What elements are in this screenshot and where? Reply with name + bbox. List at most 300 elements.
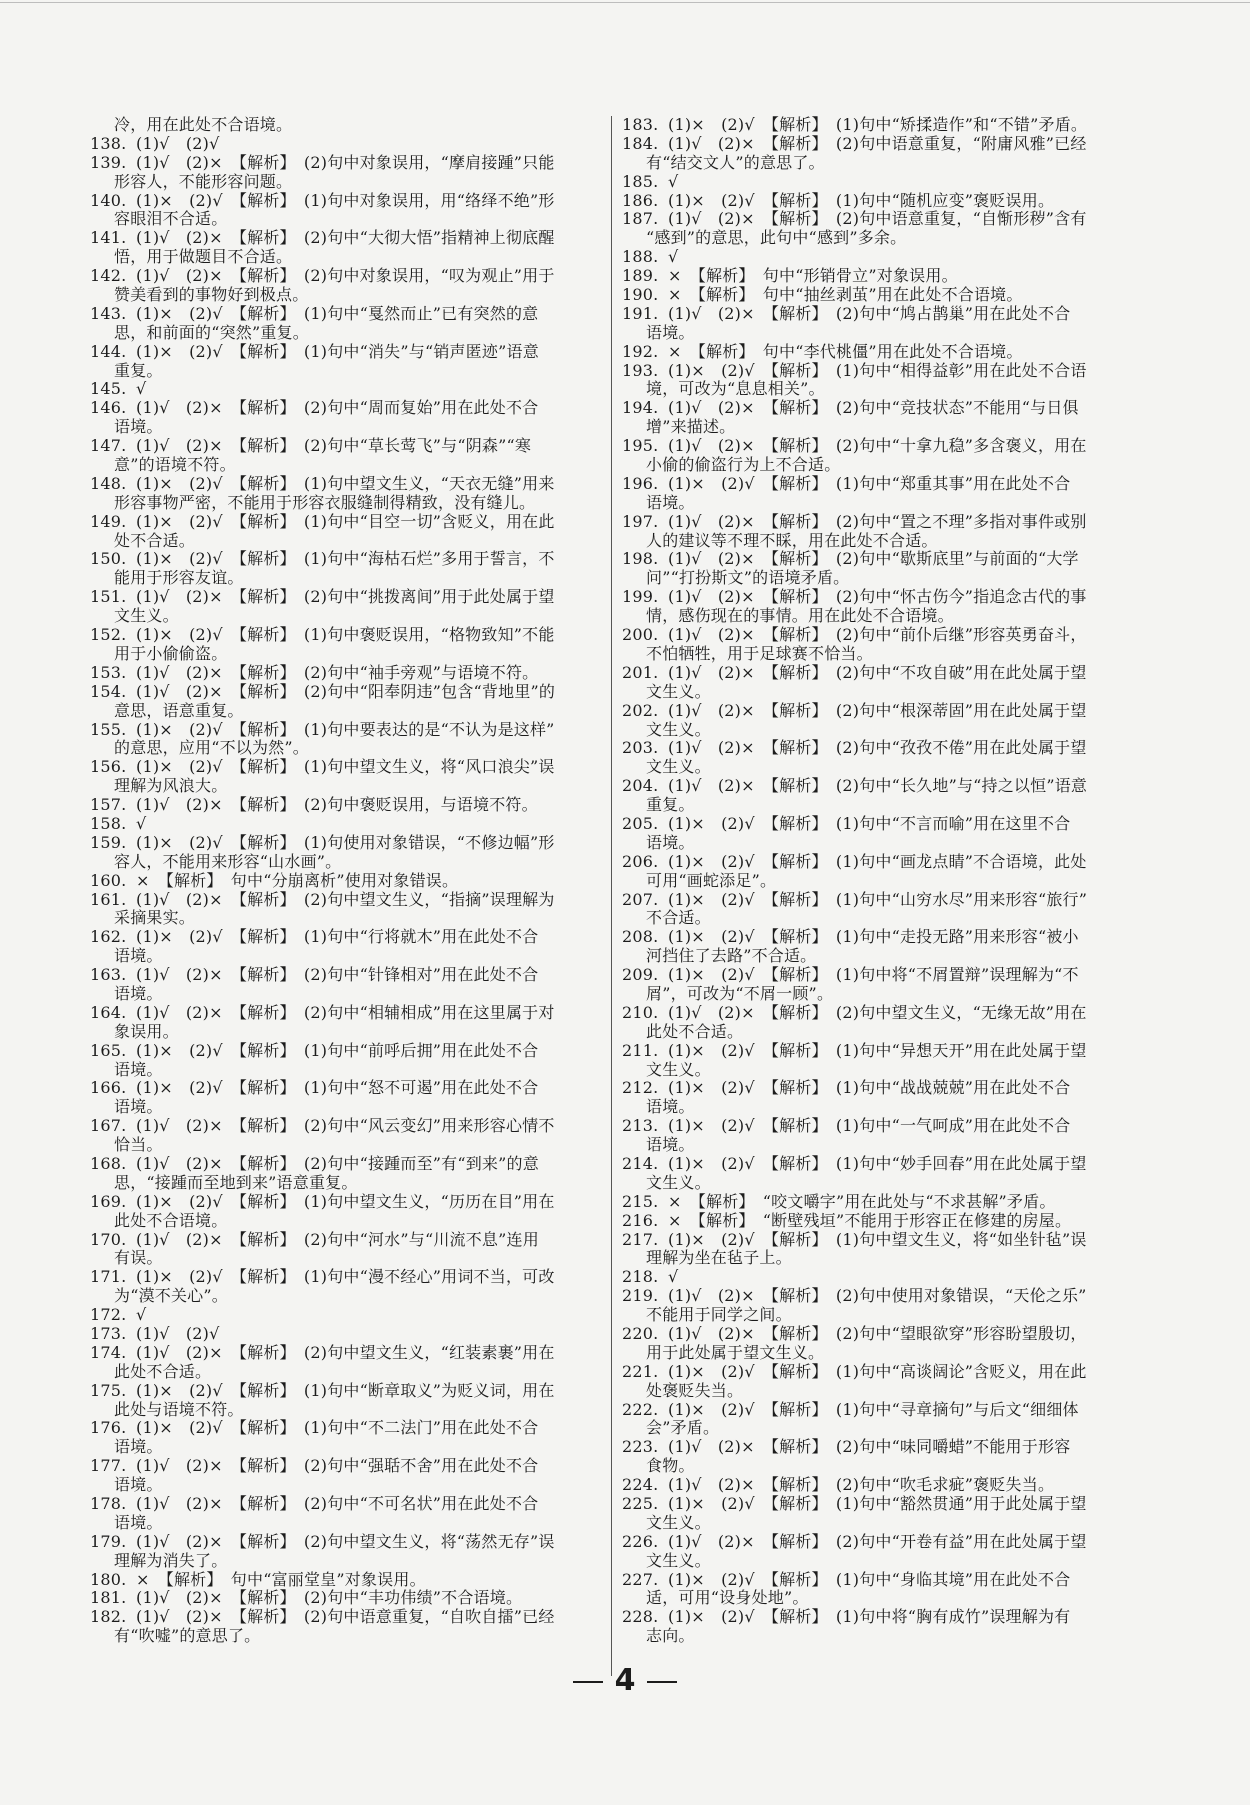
answer-item [90,229,615,248]
answer-text: (1)√ (2)× 【解析】 (2)句中望文生义，“无缘无故”用在 [668,1003,1087,1022]
answer-continuation [622,909,1147,928]
answer-number: 171. [90,1268,127,1287]
answer-text: 此处与语境不符。 [114,1400,244,1419]
answer-continuation [90,1287,615,1306]
answer-text: 适，可用“设身处地”。 [646,1589,809,1608]
answer-continuation [622,569,1147,588]
answer-item [90,267,615,286]
answer-text: (1)√ (2)× 【解析】 (2)句中“大彻大悟”指精神上彻底醒 [136,229,555,248]
answer-text: (1)× (2)√ 【解析】 (1)句中“不言而喻”用在这里不合 [668,814,1071,833]
answer-continuation [90,645,615,664]
answer-text: 志向。 [646,1627,695,1646]
answer-text: 语境。 [646,1136,695,1155]
answer-text: 食物。 [646,1457,695,1476]
answer-text: (1)√ (2)× 【解析】 (2)句中“望眼欲穿”形容盼望殷切， [668,1325,1087,1343]
answer-text: 理解为消失了。 [114,1551,228,1570]
answer-text: (1)√ (2)× 【解析】 (2)句中语意重复，“自吹自擂”已经 [136,1608,555,1627]
answer-continuation [90,1136,615,1155]
answer-text: × 【解析】 “咬文嚼字”用在此处与“不求甚解”矛盾。 [668,1192,1056,1211]
answer-item [90,815,615,834]
answer-number: 162. [90,928,127,947]
answer-text: (1)× (2)√ 【解析】 (1)句中“豁然贯通”用于此处属于望 [668,1495,1087,1514]
answer-number: 220. [622,1325,659,1343]
answer-text: (1)√ (2)× 【解析】 (2)句中望文生义，“指摘”误理解为 [136,890,555,909]
answer-continuation [90,909,615,928]
answer-text: 文生义。 [646,682,711,701]
answer-number: 138. [90,134,127,153]
answer-item [90,1079,615,1098]
answer-item [622,664,1147,683]
answer-continuation [90,494,615,513]
answer-continuation [622,532,1147,551]
answer-continuation [90,1627,615,1646]
answer-number: 224. [622,1476,659,1495]
answer-text: (1)× (2)√ 【解析】 (1)句中要表达的是“不认为是这样” [136,720,555,739]
answer-text: √ [668,1268,679,1287]
answer-text: (1)× (2)√ 【解析】 (1)句中“山穷水尽”用来形容“旅行” [668,890,1088,909]
answer-number: 199. [622,588,659,607]
answer-number: 192. [622,342,659,361]
answer-number: 156. [90,758,127,777]
answer-item [622,362,1147,381]
answer-item [90,135,615,154]
answer-text: 冷，用在此处不合语境。 [114,116,293,134]
answer-text: (1)× (2)√ 【解析】 (1)句中“战战兢兢”用在此处不合 [668,1079,1071,1098]
answer-item [622,210,1147,229]
answer-number: 182. [90,1608,127,1627]
answer-text: (1)√ (2)× 【解析】 (2)句中“相辅相成”用在这里属于对 [136,1003,555,1022]
answer-number: 213. [622,1117,659,1136]
answer-number: 147. [90,437,127,456]
answer-item [90,1155,615,1174]
answer-number: 200. [622,626,659,645]
answer-item [622,853,1147,872]
answer-continuation [90,853,615,872]
answer-continuation [90,324,615,343]
answer-number: 184. [622,134,659,153]
answer-text: 语境。 [114,1060,163,1079]
answer-number: 215. [622,1192,659,1211]
answer-text: 有“吹嘘”的意思了。 [114,1627,261,1646]
answer-item [622,116,1147,135]
answer-continuation [622,985,1147,1004]
answer-text: (1)√ (2)× 【解析】 (2)句中望文生义，“红装素裹”用在 [136,1343,555,1362]
answer-continuation [90,739,615,758]
answer-number: 140. [90,191,127,210]
answer-continuation [90,947,615,966]
answer-text: × 【解析】 “断壁残垣”不能用于形容正在修建的房屋。 [668,1211,1072,1230]
answer-number: 193. [622,361,659,380]
answer-text: (1)× (2)√ 【解析】 (1)句中“断章取义”为贬义词，用在 [136,1381,555,1400]
answer-text: × 【解析】 句中“抽丝剥茧”用在此处不合语境。 [668,286,1023,305]
answer-item [622,1212,1147,1231]
answer-text: (1)√ (2)× 【解析】 (2)句中语意重复，“自惭形秽”含有 [668,210,1087,229]
answer-number: 163. [90,966,127,985]
answer-text: (1)√ (2)× 【解析】 (2)句中“阳奉阴违”包含“背地里”的 [136,682,556,701]
answer-number: 142. [90,267,127,286]
answer-text: (1)× (2)√ 【解析】 (1)句中对象误用，用“络绎不绝”形 [136,191,555,210]
answer-item [90,966,615,985]
answer-number: 225. [622,1495,659,1514]
answer-number: 178. [90,1495,127,1514]
answer-item [622,475,1147,494]
answer-number: 188. [622,248,659,267]
answer-text: (1)√ (2)× 【解析】 (2)句中褒贬误用，与语境不符。 [136,796,538,815]
answer-text: 赞美看到的事物好到极点。 [114,286,309,305]
answer-number: 222. [622,1400,659,1419]
answer-number: 223. [622,1438,659,1457]
answer-number: 219. [622,1287,659,1306]
answer-number: 149. [90,512,127,531]
answer-column-left [90,116,615,1646]
answer-item [622,891,1147,910]
page-number-text: 4 [614,1663,636,1698]
answer-item [622,305,1147,324]
answer-item [622,928,1147,947]
answer-item [90,1042,615,1061]
answer-text: 不怕牺牲，用于足球赛不恰当。 [646,644,873,663]
answer-item [90,437,615,456]
answer-text: (1)√ (2)× 【解析】 (2)句中“味同嚼蜡”不能用于形容 [668,1438,1071,1457]
answer-number: 153. [90,663,127,682]
answer-continuation [90,1061,615,1080]
answer-text: (1)√ (2)√ [136,1325,220,1343]
answer-item [622,1571,1147,1590]
answer-number: 175. [90,1381,127,1400]
answer-item [622,1117,1147,1136]
answer-text: 语境。 [646,493,695,512]
answer-number: 228. [622,1608,659,1627]
answer-item [90,154,615,173]
answer-text: 象误用。 [114,1022,179,1041]
answer-continuation [622,947,1147,966]
answer-text: (1)√ (2)× 【解析】 (2)句中“丰功伟绩”不合语境。 [136,1589,523,1608]
answer-text: (1)√ (2)× 【解析】 (2)句中“置之不理”多指对事件或别 [668,512,1087,531]
answer-text: 悟，用于做题目不合适。 [114,248,293,267]
answer-item [622,437,1147,456]
answer-text: (1)√ (2)× 【解析】 (2)句中“周而复始”用在此处不合 [136,399,539,418]
answer-continuation [622,1627,1147,1646]
answer-number: 194. [622,399,659,418]
answer-number: 197. [622,512,659,531]
answer-continuation [90,777,615,796]
answer-item [622,777,1147,796]
answer-text: 河挡住了去路”不合适。 [646,947,817,966]
answer-item [622,1004,1147,1023]
answer-number: 221. [622,1362,659,1381]
answer-continuation [90,985,615,1004]
answer-text: 理解为坐在毡子上。 [646,1249,792,1268]
answer-item [90,872,615,891]
answer-number: 185. [622,172,659,191]
answer-text: (1)× (2)√ 【解析】 (1)句中“相得益彰”用在此处不合语 [668,361,1087,380]
answer-text: (1)√ (2)× 【解析】 (2)句中“鸠占鹊巢”用在此处不合 [668,304,1071,323]
answer-text: (1)× (2)√ 【解析】 (1)句中将“不屑置辩”误理解为“不 [668,966,1079,985]
answer-number: 174. [90,1343,127,1362]
answer-text: 形容人，不能形容问题。 [114,172,293,191]
answer-number: 159. [90,833,127,852]
answer-item [622,1042,1147,1061]
answer-continuation [622,607,1147,626]
answer-text: (1)× (2)√ 【解析】 (1)句中“走投无路”用来形容“被小 [668,928,1079,947]
answer-number: 183. [622,116,659,134]
answer-number: 164. [90,1003,127,1022]
answer-text: √ [136,814,147,833]
answer-number: 227. [622,1570,659,1589]
page-number-dash-right [647,1681,677,1683]
answer-text: (1)× (2)√ 【解析】 (1)句中“前呼后拥”用在此处不合 [136,1041,539,1060]
answer-item [622,1193,1147,1212]
answer-item [90,399,615,418]
answer-text: 有误。 [114,1249,163,1268]
answer-text: (1)√ (2)× 【解析】 (2)句中“吹毛求疵”褒贬失当。 [668,1476,1055,1495]
answer-number: 166. [90,1079,127,1098]
answer-continuation [90,173,615,192]
answer-continuation [622,380,1147,399]
answer-continuation [622,834,1147,853]
answer-text: 语境。 [114,418,163,437]
answer-text: 有“结交文人”的意思了。 [646,153,825,172]
answer-text: 增”来描述。 [646,418,736,437]
answer-text: (1)× (2)√ 【解析】 (1)句中“不二法门”用在此处不合 [136,1419,539,1438]
answer-text: 为“漠不关心”。 [114,1287,228,1306]
answer-item [90,1608,615,1627]
answer-text: (1)× (2)√ 【解析】 (1)句中“漫不经心”用词不当，可改 [136,1268,555,1287]
answer-text: 文生义。 [646,1173,711,1192]
answer-text: (1)× (2)√ 【解析】 (1)句中望文生义，“历历在目”用在 [136,1192,555,1211]
answer-number: 168. [90,1154,127,1173]
answer-item [90,1117,615,1136]
answer-continuation [90,1438,615,1457]
answer-continuation [622,1306,1147,1325]
answer-text: 意”的语境不符。 [114,456,236,475]
answer-text: (1)√ (2)× 【解析】 (2)句中“针锋相对”用在此处不合 [136,966,539,985]
answer-item [90,721,615,740]
answer-number: 165. [90,1041,127,1060]
answer-number: 173. [90,1325,127,1343]
answer-text: (1)× (2)√ 【解析】 (1)句中“异想天开”用在此处属于望 [668,1041,1087,1060]
answer-text: 思，和前面的“突然”重复。 [114,323,309,342]
answer-text: 可用“画蛇添足”。 [646,871,777,890]
answer-text: 语境。 [114,1438,163,1457]
answer-text: 采摘果实。 [114,909,196,928]
answer-number: 217. [622,1230,659,1249]
answer-continuation [622,721,1147,740]
answer-text: 文生义。 [114,607,179,626]
answer-number: 196. [622,474,659,493]
answer-text: 处褒贬失当。 [646,1381,744,1400]
answer-number: 187. [622,210,659,229]
answer-text: 理解为风浪大。 [114,777,228,796]
answer-number: 145. [90,380,127,399]
answer-item [90,1589,615,1608]
answer-number: 203. [622,739,659,758]
answer-continuation [622,494,1147,513]
answer-item [90,1306,615,1325]
answer-number: 158. [90,814,127,833]
answer-continuation [622,324,1147,343]
answer-continuation [90,1212,615,1231]
answer-text: 语境。 [646,1098,695,1117]
answer-continuation [90,286,615,305]
answer-text: (1)× (2)√ 【解析】 (1)句中“怒不可遏”用在此处不合 [136,1079,539,1098]
answer-text: (1)× (2)√ 【解析】 (1)句中“画龙点睛”不合语境，此处 [668,852,1087,871]
answer-continuation [90,1363,615,1382]
answer-number: 150. [90,550,127,569]
answer-text: (1)× (2)√ 【解析】 (1)句中望文生义，将“如坐针毡”误 [668,1230,1087,1249]
answer-text: “感到”的意思，此句中“感到”多余。 [646,229,907,248]
answer-item [90,928,615,947]
answer-text: 不能用于同学之间。 [646,1306,792,1325]
answer-item [622,286,1147,305]
answer-continuation [90,456,615,475]
answer-item [622,135,1147,154]
answer-text: (1)√ (2)× 【解析】 (2)句中“孜孜不倦”用在此处属于望 [668,739,1087,758]
answer-column-right [622,116,1147,1646]
answer-number: 157. [90,796,127,815]
answer-text: 形容事物严密，不能用于形容衣服缝制得精致，没有缝儿。 [114,493,536,512]
answer-item [90,664,615,683]
answer-text: 容人，不能用来形容“山水画”。 [114,852,342,871]
answer-number: 208. [622,928,659,947]
answer-number: 148. [90,474,127,493]
answer-continuation [622,1249,1147,1268]
answer-item [90,796,615,815]
answer-continuation [622,1457,1147,1476]
answer-number: 202. [622,701,659,720]
answer-item [622,1287,1147,1306]
answer-number: 180. [90,1570,127,1589]
answer-text: 情，感伤现在的事情。用在此处不合语境。 [646,607,954,626]
answer-text: (1)√ (2)× 【解析】 (2)句中对象误用，“叹为观止”用于 [136,267,555,286]
answer-text: 此处不合语境。 [114,1211,228,1230]
answer-item [90,1231,615,1250]
answer-text: (1)√ (2)× 【解析】 (2)句中“接踵而至”有“到来”的意 [136,1154,539,1173]
answer-item [622,815,1147,834]
answer-number: 161. [90,890,127,909]
answer-item [90,891,615,910]
answer-text: 恰当。 [114,1136,163,1155]
answer-text: 文生义。 [646,1060,711,1079]
answer-number: 201. [622,663,659,682]
answer-continuation [622,1136,1147,1155]
answer-text: 此处不合适。 [114,1362,212,1381]
answer-item [622,343,1147,362]
answer-number: 189. [622,267,659,286]
answer-text: √ [136,380,147,399]
answer-item [622,1608,1147,1627]
answer-number: 218. [622,1268,659,1287]
answer-continuation [622,1174,1147,1193]
answer-continuation [90,702,615,721]
answer-item [90,550,615,569]
answer-text: (1)√ (2)× 【解析】 (2)句中“长久地”与“持之以恒”语意 [668,777,1088,796]
answer-text: 文生义。 [646,1551,711,1570]
answer-item [622,1231,1147,1250]
page-number-dash-left [573,1681,603,1683]
answer-number: 160. [90,871,127,890]
answer-continuation [90,607,615,626]
answer-text: 会”矛盾。 [646,1419,720,1438]
answer-text: (1)× (2)√ 【解析】 (1)句中“一气呵成”用在此处不合 [668,1117,1071,1136]
answer-text: (1)√ (2)× 【解析】 (2)句中“不攻自破”用在此处属于望 [668,663,1087,682]
answer-item [622,513,1147,532]
answer-text: × 【解析】 句中“富丽堂皇”对象误用。 [136,1570,426,1589]
column-divider [611,116,612,1676]
answer-text: (1)√ (2)× 【解析】 (2)句中“怀古伤今”指追念古代的事 [668,588,1087,607]
answer-item [622,966,1147,985]
answer-text: 的意思，应用“不以为然”。 [114,739,309,758]
answer-number: 210. [622,1003,659,1022]
answer-text: (1)√ (2)× 【解析】 (2)句中对象误用，“摩肩接踵”只能 [136,153,555,172]
answer-number: 195. [622,437,659,456]
answer-item [90,758,615,777]
answer-item [90,1193,615,1212]
answer-item [622,267,1147,286]
answer-item [622,739,1147,758]
answer-text: 语境。 [114,1476,163,1495]
answer-text: (1)√ (2)× 【解析】 (2)句中使用对象错误，“天伦之乐” [668,1287,1087,1306]
answer-item [622,1363,1147,1382]
answer-item [622,1438,1147,1457]
answer-item [90,1419,615,1438]
answer-continuation [90,418,615,437]
answer-continuation [622,418,1147,437]
answer-text: 小偷的偷盗行为上不合适。 [646,456,841,475]
answer-continuation [622,154,1147,173]
answer-item [622,1401,1147,1420]
answer-number: 172. [90,1306,127,1325]
answer-text: 不合适。 [646,909,711,928]
answer-text: (1)√ (2)× 【解析】 (2)句中语意重复，“附庸风雅”已经 [668,134,1087,153]
answer-continuation [622,1098,1147,1117]
answer-text: 意思，语意重复。 [114,701,244,720]
answer-text: 能用于形容友谊。 [114,569,244,588]
answer-text: (1)× (2)√ 【解析】 (1)句中“消失”与“销声匿迹”语意 [136,342,539,361]
answer-text: (1)√ (2)× 【解析】 (2)句中“袖手旁观”与语境不符。 [136,663,539,682]
answer-continuation [90,362,615,381]
answer-continuation [622,796,1147,815]
answer-item [622,1268,1147,1287]
answer-text: 屑”，可改为“不屑一顾”。 [646,984,834,1003]
answer-item [90,588,615,607]
answer-number: 152. [90,626,127,645]
answer-number: 205. [622,814,659,833]
answer-continuation [622,872,1147,891]
answer-text: (1)√ (2)× 【解析】 (2)句中“不可名状”用在此处不合 [136,1495,539,1514]
answer-continuation [90,210,615,229]
answer-text: (1)√ (2)× 【解析】 (2)句中“强聒不舍”用在此处不合 [136,1457,539,1476]
answer-text: 重复。 [646,796,695,815]
answer-text: 用于小偷偷盗。 [114,644,228,663]
answer-text: (1)× (2)√ 【解析】 (1)句中褒贬误用，“格物致知”不能 [136,626,555,645]
answer-text: (1)× (2)√ 【解析】 (1)句中“寻章摘句”与后文“细细体 [668,1400,1079,1419]
answer-continuation [90,532,615,551]
answer-text: (1)× (2)√ 【解析】 (1)句中“行将就木”用在此处不合 [136,928,539,947]
answer-number: 170. [90,1230,127,1249]
answer-continuation [622,758,1147,777]
answer-number: 141. [90,229,127,248]
answer-text: (1)× (2)√ 【解析】 (1)句中“戛然而止”已有突然的意 [136,304,539,323]
answer-item [90,305,615,324]
answer-item [622,588,1147,607]
page-number [0,1663,1250,1698]
answer-continuation [622,645,1147,664]
answer-item [622,1476,1147,1495]
answer-text: (1)× (2)√ 【解析】 (1)句中“海枯石烂”多用于誓言，不 [136,550,555,569]
answer-continuation [90,1098,615,1117]
answer-text: (1)× (2)√ 【解析】 (1)句中望文生义，“天衣无缝”用来 [136,474,555,493]
